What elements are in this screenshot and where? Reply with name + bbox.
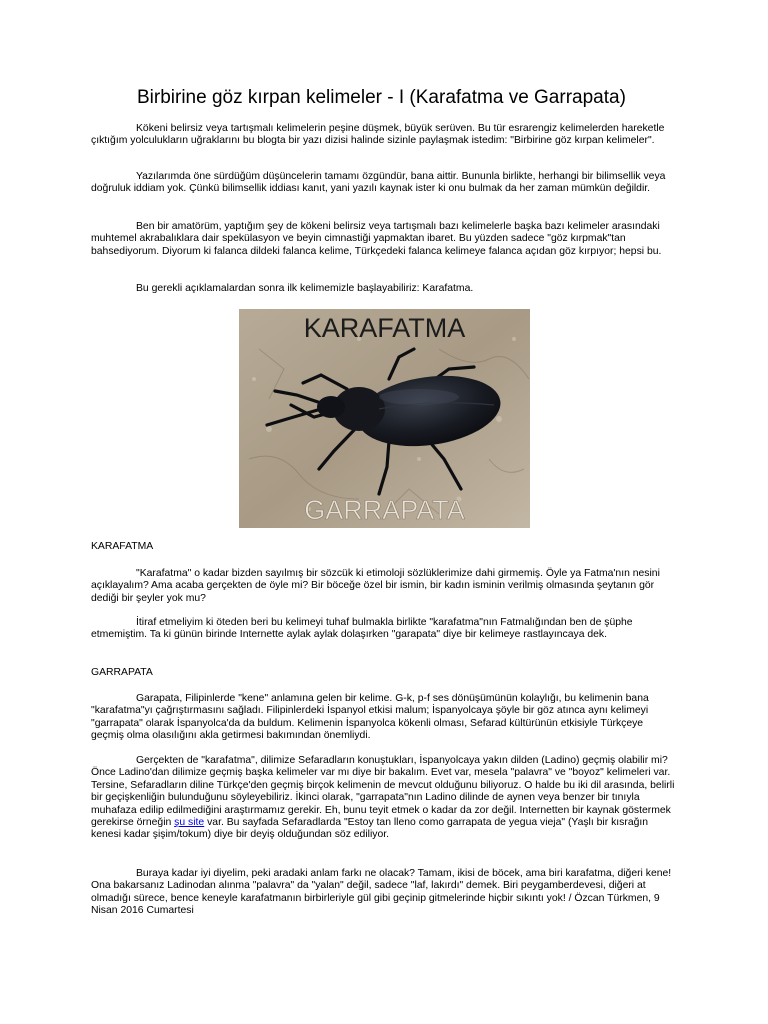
beetle-photo — [239, 309, 530, 528]
intro-paragraph-2: Yazılarımda öne sürdüğüm düşüncelerin tamamı özgündür, bana aittir. Bununla birlikte, herhangi bir bilimsellik veya doğruluk iddiam yok. Çünkü bilimsellik iddiası kanıt, yani yazılı kaynak ister ki onu bulmak da her zaman mümkün değildir. — [91, 171, 666, 195]
beetle-illustration — [239, 309, 530, 528]
section-heading-karafatma: KARAFATMA — [91, 541, 154, 552]
intro-paragraph-4: Bu gerekli açıklamalardan sonra ilk kelimemizle başlayabiliriz: Karafatma. — [136, 283, 474, 294]
closing-paragraph: Buraya kadar iyi diyelim, peki aradaki anlam farkı ne olacak? Tamam, ikisi de böcek, ama biri karafatma, diğeri kene! Ona bakarsanız Ladinodan alınma "palavra" da "yalan" değil, sadece "laf, lakırdı" demek. Biri peygamberdevesi, diğeri at olmadığı sürece, bence keneyle karafatmanın birbirleriyle gül gibi geçinip gitmelerinde hiçbir sıkıntı yok! / Özcan Türkmen, 9 Nisan 2016 Cumartesi — [91, 868, 672, 917]
karafatma-paragraph-2: İtiraf etmeliyim ki öteden beri bu kelimeyi tuhaf bulmakla birlikte "karafatma"nın Fatmalığından ben de şüphe etmemiştim. Ta ki günün birinde Internette aylak aylak dolaşırken "garapata" diye bir kelimeye rastlayıncaya dek. — [91, 617, 633, 641]
ladino-paragraph: Gerçekten de "karafatma", dilimize Sefaradların konuştukları, İspanyolcaya yakın dilden (Ladino) geçmiş olabilir mi? Önce Ladino'dan dilimize geçmiş başka kelimeler var mı diye bir bakalım. Evet var, mesela "palavra" ve "boyoz" kelimeleri var. Tersine, Sefaradların diline Türkçe'den geçmiş birçok kelimenin de mevcut olduğunu biliyoruz. O halde bu iki dil arasında, belirli bir geçişkenliğin bulunduğunu söyleyebiliriz. İkinci olarak, "garrapata"nın Ladino dilinde de aynen veya benzer bir tınıyla muhafaza edilip edilmediğini araştırmamız gerekir. Eh, bunu teyit etmek o kadar da zor değil. Internetten bir kaynak göstermek gerekirse örneğin şu site var. Bu sayfada Sefaradlarda "Estoy tan lleno como garrapata de yegua vieja" (Yaşlı bir kısrağın kenesi kadar şişim/tokum) diye bir deyiş olduğundan söz ediliyor. — [91, 755, 675, 841]
section-heading-garrapata: GARRAPATA — [91, 667, 153, 678]
image-top-text: KARAFATMA — [303, 313, 466, 343]
garrapata-paragraph-1: Garapata, Filipinlerde "kene" anlamına gelen bir kelime. G-k, p-f ses dönüşümünün kolaylığı, bu kelimenin bana "karafatma"yı çağrıştırmasını sağladı. Filipinlerdeki İspanyol etkisi malum; İspanyolcaya şöyle bir göz atınca aynı kelimeyi "garrapata" olarak İspanyolca'da da buldum. Kelimenin İspanyolca kökenli olması, Sefarad kültürünün etkisiyle Türkçeye geçmiş olma olasılığını akla getirmesi bakımından önemliydi. — [91, 693, 649, 742]
image-bottom-text: GARRAPATA — [304, 495, 465, 525]
page-title: Birbirine göz kırpan kelimeler - I (Karafatma ve Garrapata) — [137, 87, 626, 108]
site-link[interactable]: şu site — [174, 817, 205, 829]
karafatma-paragraph-1: "Karafatma" o kadar bizden sayılmış bir sözcük ki etimoloji sözlüklerimize dahi girmemiş. Öyle ya Fatma'nın nesini açıklayalım? Ama acaba gerçekten de öyle mi? Bir böceğe özel bir ismin, bir kadın isminin verilmiş olmasında şeytanın gör dediği bir şeyler yok mu? — [91, 568, 660, 604]
intro-paragraph-1: Kökeni belirsiz veya tartışmalı kelimelerin peşine düşmek, büyük serüven. Bu tür esrarengiz kelimelerden hareketle çıktığım yolculukların uğraklarını bu blogta bir yazı dizisi halinde sizinle paylaşmak istedim: "Birbirine göz kırpan kelimeler". — [91, 123, 665, 147]
intro-paragraph-3: Ben bir amatörüm, yaptığım şey de kökeni belirsiz veya tartışmalı bazı kelimelerle başka bazı kelimeler arasındaki muhtemel akrabalıklara dair spekülasyon ve beyin cimnastiği yapmaktan ibaret. Bu yüzden sadece "göz kırpmak"tan bahsediyorum. Diyorum ki falanca dildeki falanca kelime, Türkçedeki falanca kelimeye falanca açıdan göz kırpıyor; hepsi bu. — [91, 221, 662, 257]
beetle-head — [317, 396, 345, 418]
